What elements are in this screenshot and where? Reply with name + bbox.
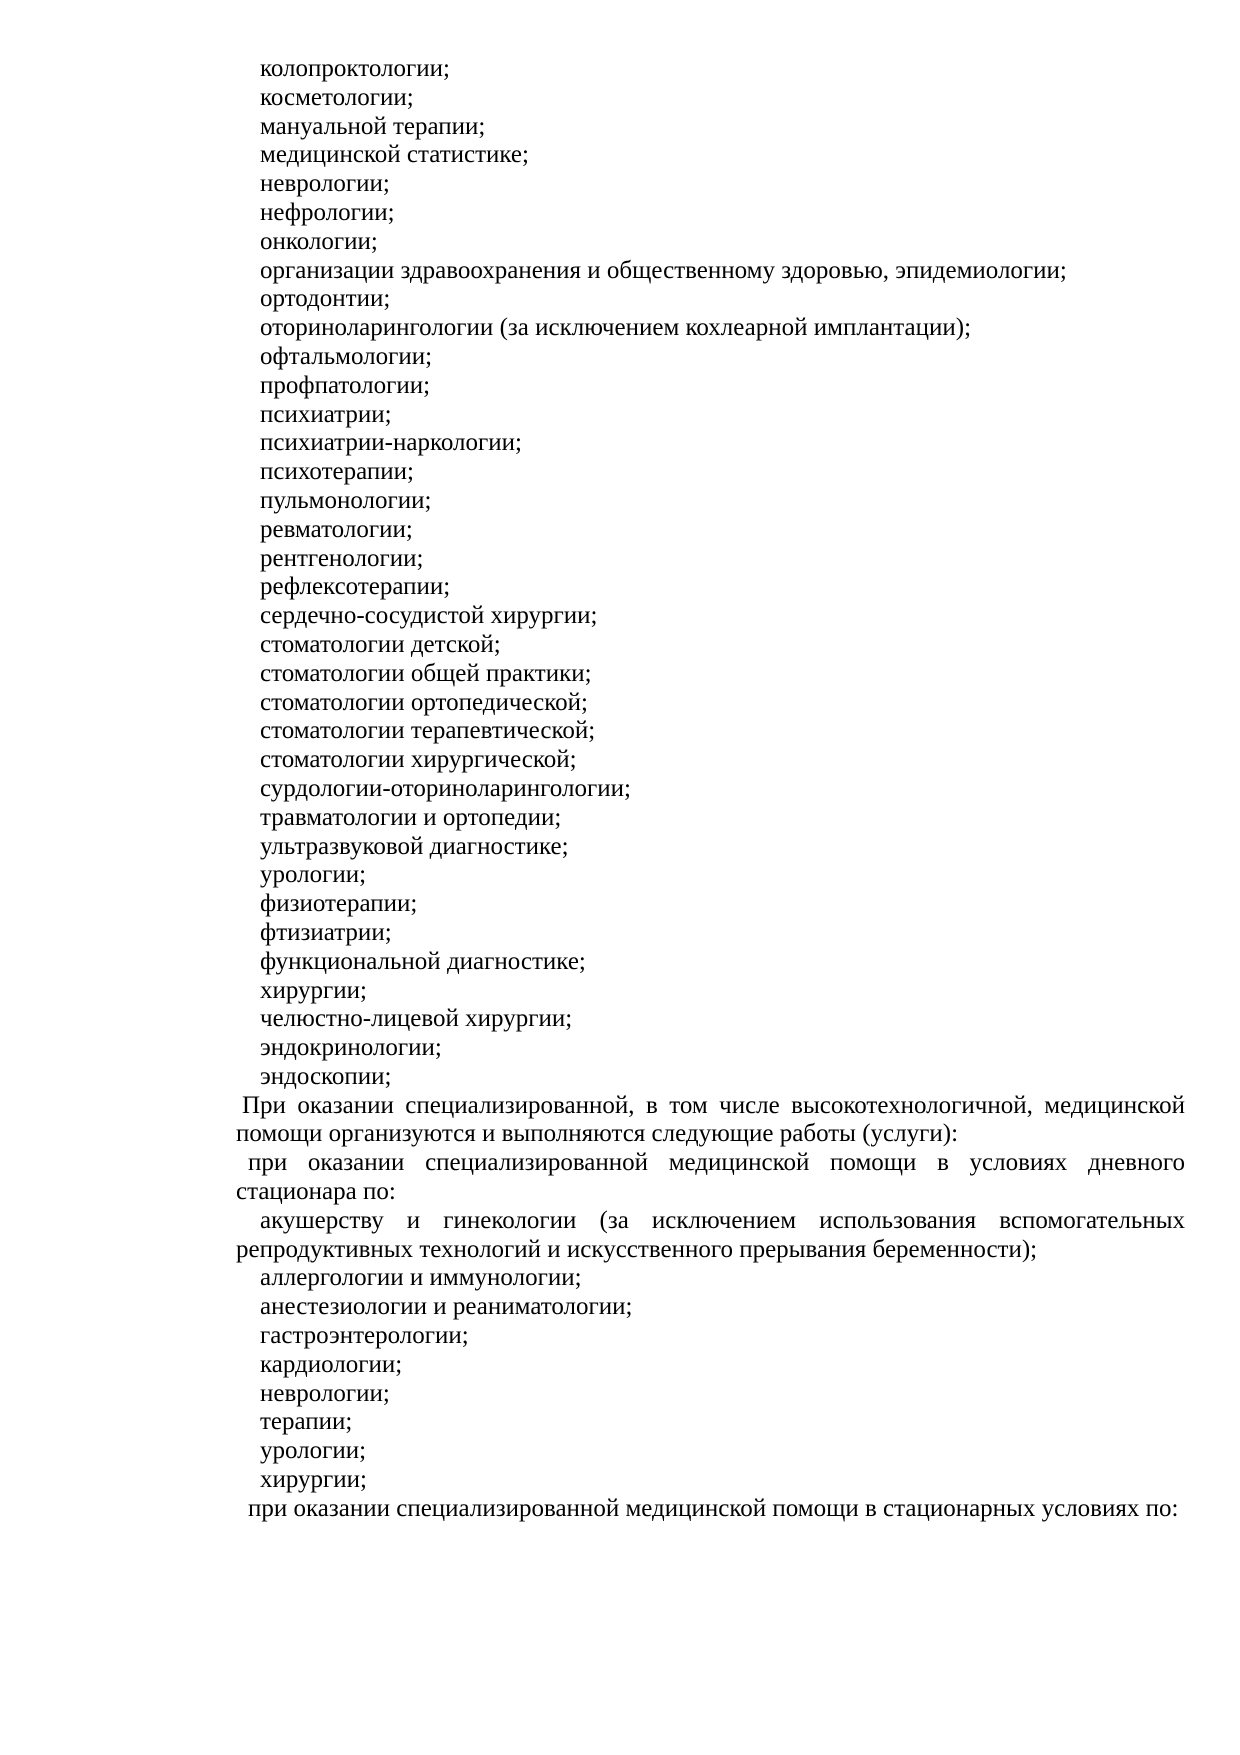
specialty-item: неврологии; xyxy=(260,1379,390,1407)
specialty-item: челюстно-лицевой хирургии; xyxy=(260,1005,573,1033)
specialty-item: анестезиологии и реаниматологии; xyxy=(260,1293,633,1321)
specialty-item: функциональной диагностике; xyxy=(260,947,586,975)
specialty-item: стоматологии общей практики; xyxy=(260,659,592,687)
specialty-item: ультразвуковой диагностике; xyxy=(260,832,569,860)
specialty-item: психиатрии-наркологии; xyxy=(260,429,522,457)
specialty-item: фтизиатрии; xyxy=(260,918,392,946)
specialty-item: ревматологии; xyxy=(260,515,413,543)
paragraph-day-hospital-intro: при оказании специализированной медицинской помощи в условиях дневного стационара по: xyxy=(236,1149,1185,1206)
specialty-item: урологии; xyxy=(260,1437,367,1465)
specialty-item: стоматологии детской; xyxy=(260,630,501,658)
specialty-item: колопроктологии; xyxy=(260,55,450,82)
specialty-item: рефлексотерапии; xyxy=(260,573,451,601)
specialty-item: гастроэнтерологии; xyxy=(260,1322,469,1350)
specialty-item: пульмонологии; xyxy=(260,486,432,514)
specialty-item: неврологии; xyxy=(260,170,390,198)
specialty-item: профпатологии; xyxy=(260,371,431,399)
specialty-item: психотерапии; xyxy=(260,458,414,486)
specialty-item: сердечно-сосудистой хирургии; xyxy=(260,602,598,630)
specialty-item: терапии; xyxy=(260,1408,353,1436)
specialty-item: травматологии и ортопедии; xyxy=(260,803,562,831)
specialty-item: онкологии; xyxy=(260,227,378,255)
specialty-item: психиатрии; xyxy=(260,400,392,428)
specialty-item: мануальной терапии; xyxy=(260,112,486,140)
specialty-item: оториноларингологии (за исключением кохлеарной имплантации); xyxy=(260,314,972,342)
specialty-item: урологии; xyxy=(260,861,367,889)
specialty-item: физиотерапии; xyxy=(260,890,418,918)
specialty-item: нефрологии; xyxy=(260,198,395,226)
specialty-item: кардиологии; xyxy=(260,1350,403,1378)
paragraph-inpatient-intro: при оказании специализированной медицинской помощи в стационарных условиях по: xyxy=(248,1494,1179,1522)
specialty-item: эндокринологии; xyxy=(260,1034,442,1062)
specialty-item: стоматологии терапевтической; xyxy=(260,717,596,745)
specialty-item: медицинской статистике; xyxy=(260,141,529,169)
specialty-item: аллергологии и иммунологии; xyxy=(260,1264,582,1292)
specialties-list-continued xyxy=(236,55,1185,1092)
specialty-item: акушерству и гинекологии (за исключением использования вспомогательных репродуктивных технологий и искусственного прерывания беременности); xyxy=(236,1206,1185,1263)
specialty-item: организации здравоохранения и общественному здоровью, эпидемиологии; xyxy=(260,256,1067,284)
specialty-item: рентгенологии; xyxy=(260,544,424,572)
specialty-item: стоматологии ортопедической; xyxy=(260,688,588,716)
specialties-list-day-hospital xyxy=(236,1207,1185,1495)
specialty-item: офтальмологии; xyxy=(260,342,433,370)
specialty-item: хирургии; xyxy=(260,976,368,1004)
specialty-item: эндоскопии; xyxy=(260,1062,392,1090)
specialty-item: косметологии; xyxy=(260,83,414,111)
specialty-item: ортодонтии; xyxy=(260,285,391,313)
specialty-item: стоматологии хирургической; xyxy=(260,746,577,774)
specialty-item: сурдологии-оториноларингологии; xyxy=(260,774,631,802)
specialty-item: хирургии; xyxy=(260,1466,368,1494)
paragraph-specialized-care: При оказании специализированной, в том числе высокотехнологичной, медицинской помощи организуются и выполняются следующие работы (услуги): xyxy=(236,1091,1185,1148)
